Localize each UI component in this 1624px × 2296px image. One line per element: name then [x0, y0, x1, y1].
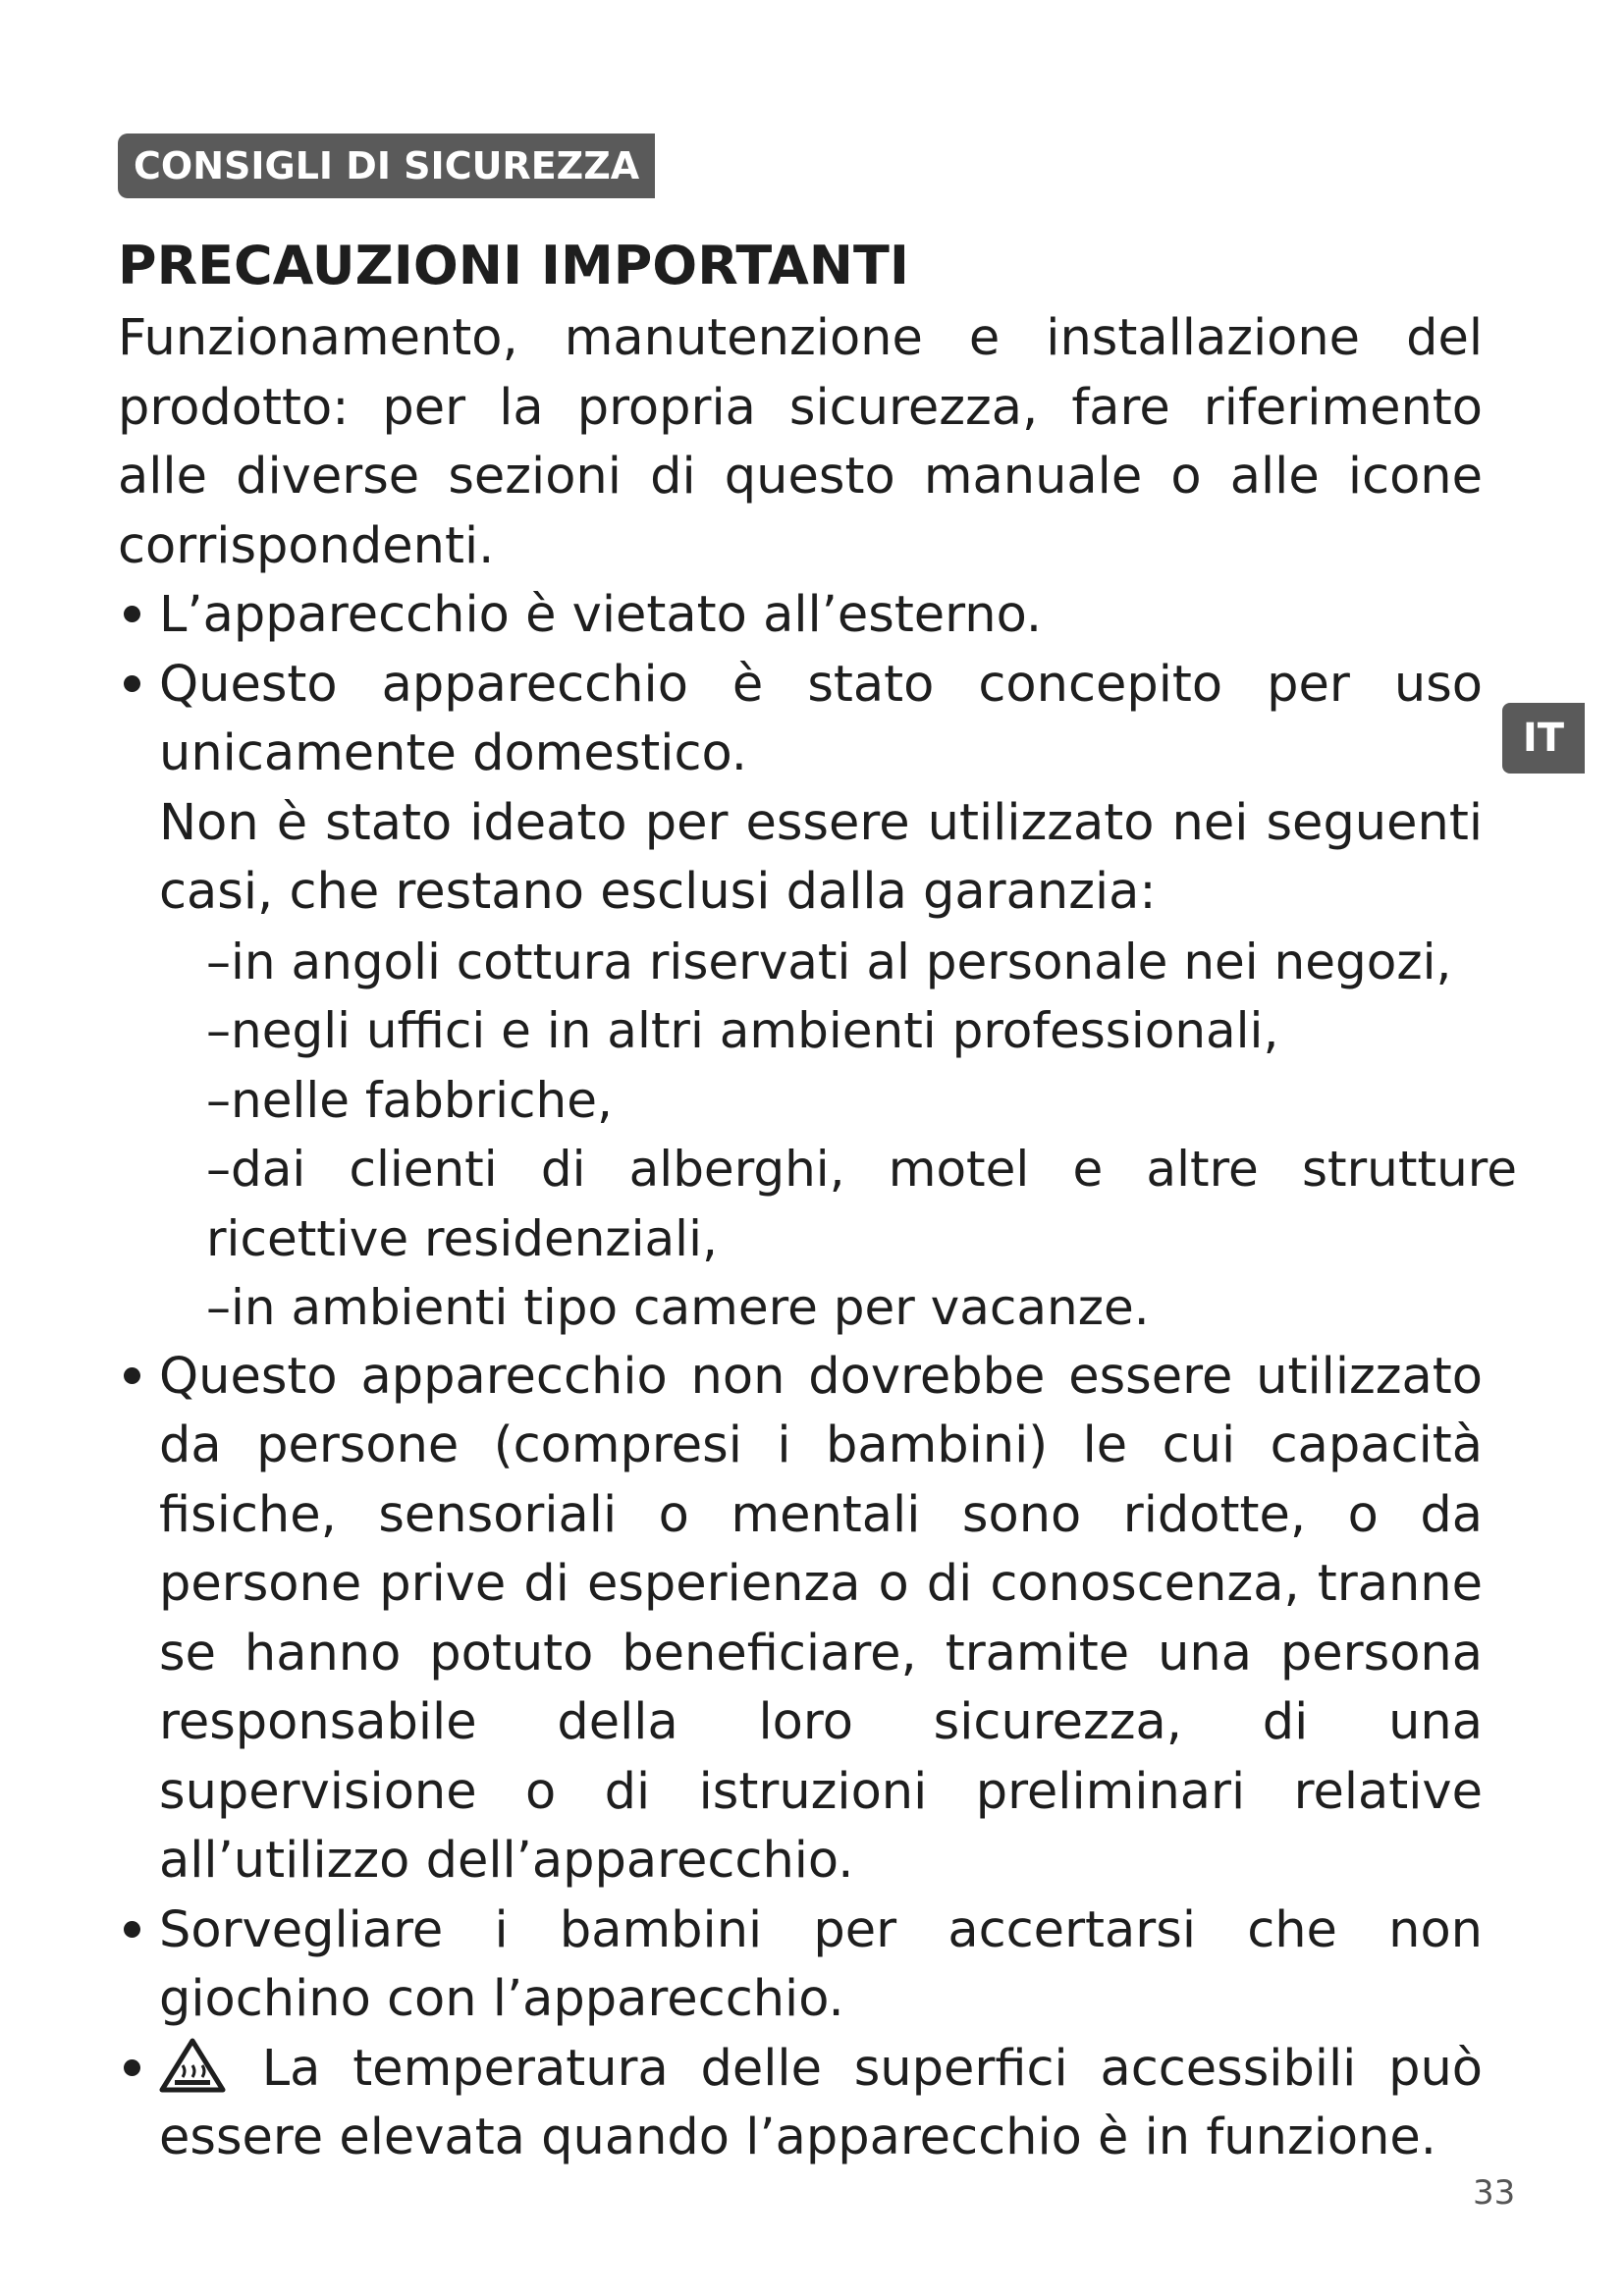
bullet-domestic-use [118, 651, 1483, 789]
intro-paragraph: Funzionamento, manutenzione e installazione del prodotto: per la propria sicurezza, fare riferimento alle diverse sezioni di questo manuale o alle icone corrispondenti. [118, 309, 1483, 575]
bullet-dot [124, 1921, 140, 1938]
section-tag: CONSIGLI DI SICUREZZA [118, 133, 655, 198]
bullet-text: Questo apparecchio non dovrebbe essere utilizzato da persone (compresi i bambini) le cui capacità fisiche, sensoriali o mentali sono ridotte, o da persone prive di esperienza o di conoscenza, tranne se hanno potuto beneficiare, tramite una persona responsabile della loro sicurezza, di una supervisione o di istruzioni preliminari relative all’utilizzo dell’apparecchio. [159, 1347, 1483, 1890]
bullet-children [118, 1896, 1483, 2035]
document-body [118, 228, 1517, 2173]
bullet-text: Questo apparecchio è stato concepito per uso unicamente domestico. [159, 655, 1483, 782]
bullet-dot [124, 675, 140, 692]
exclusion-item: –negli uffici e in altri ambienti professionali, [206, 1002, 1279, 1059]
bullet-outdoor [118, 581, 1483, 651]
exclusion-item: –in angoli cottura riservati al personale nei negozi, [206, 933, 1452, 990]
bullet-dot [124, 1367, 140, 1384]
exclusion-item: –nelle fabbriche, [206, 1071, 613, 1129]
bullet-text: L’apparecchio è vietato all’esterno. [159, 586, 1043, 644]
bullet-text: Sorvegliare i bambini per accertarsi che non giochino con l’apparecchio. [159, 1900, 1483, 2028]
exclusion-item: –in ambienti tipo camere per vacanze. [206, 1279, 1150, 1336]
language-tab: IT [1502, 703, 1585, 774]
page-number: 33 [1473, 2173, 1516, 2213]
page-heading: PRECAUZIONI IMPORTANTI [118, 235, 909, 296]
hot-surface-warning-icon [159, 2038, 226, 2093]
bullet-hot-surface [118, 2035, 1483, 2173]
bullet-dot [124, 2059, 140, 2076]
bullet-text: La temperatura delle superfici accessibili può essere elevata quando l’apparecchio è in funzione. [159, 2039, 1483, 2166]
bullet-dot [124, 606, 140, 622]
exclusions-list [118, 928, 1517, 1343]
exclusions-intro: Non è stato ideato per essere utilizzato nei seguenti casi, che restano esclusi dalla garanzia: [159, 793, 1483, 921]
exclusion-item: –dai clienti di alberghi, motel e altre strutture ricettive residenziali, [206, 1141, 1517, 1267]
bullet-supervision-capacity [118, 1343, 1483, 1896]
